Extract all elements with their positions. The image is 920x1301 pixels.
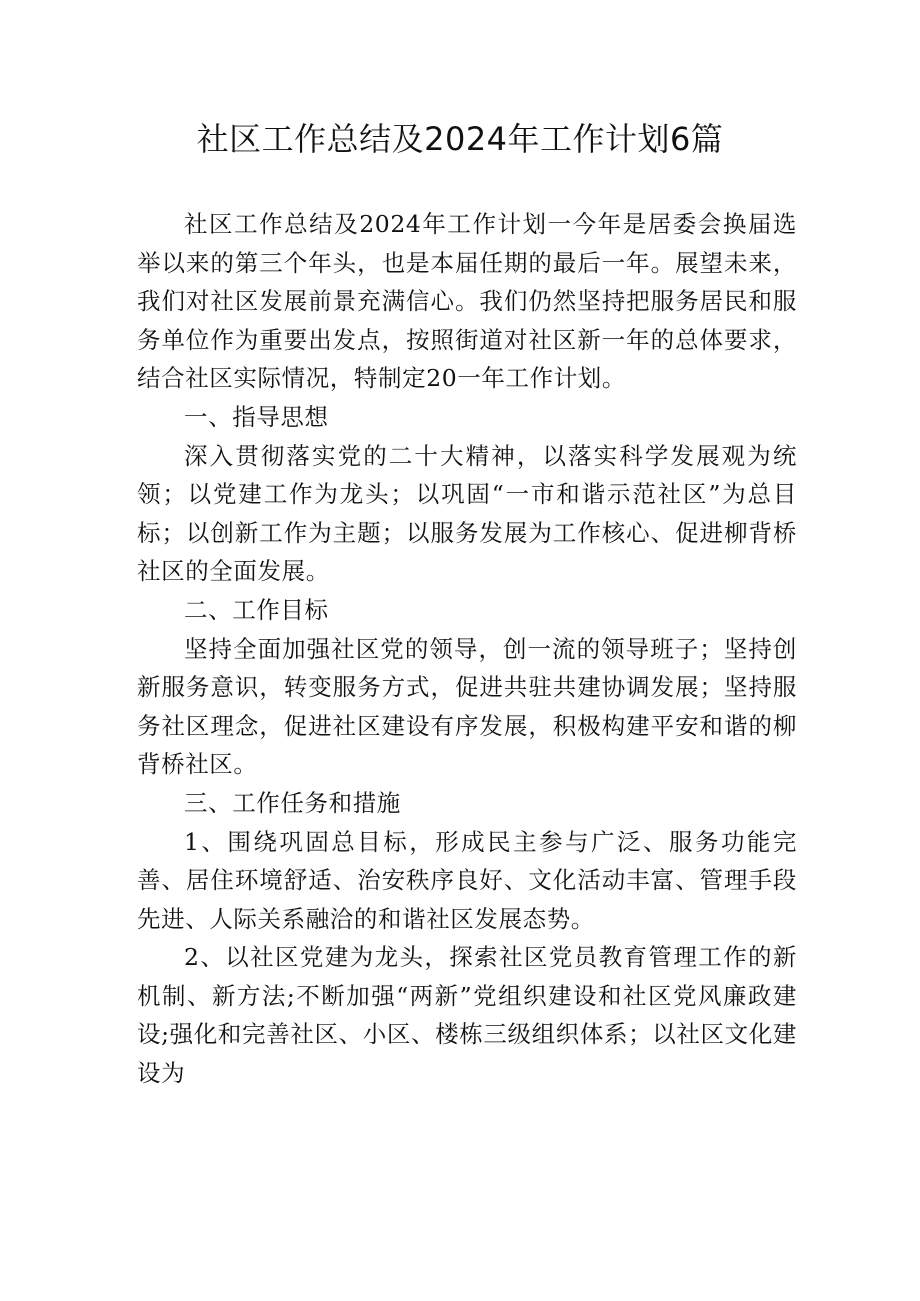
- guiding-ideology-paragraph: 深入贯彻落实党的二十大精神，以落实科学发展观为统领；以党建工作为龙头；以巩固“一市和谐示范社区”为总目标；以创新工作为主题；以服务发展为工作核心、促进柳背桥社区的全面发展。: [137, 441, 797, 586]
- document-title: 社区工作总结及2024年工作计划6篇: [196, 120, 724, 158]
- task-item-2: 2、以社区党建为龙头，探索社区党员教育管理工作的新机制、新方法;不断加强“两新”党组织建设和社区党风廉政建设;强化和完善社区、小区、楼栋三级组织体系；以社区文化建设为: [137, 943, 797, 1088]
- work-goals-paragraph: 坚持全面加强社区党的领导，创一流的领导班子；坚持创新服务意识，转变服务方式，促进共驻共建协调发展；坚持服务社区理念，促进社区建设有序发展，积极构建平安和谐的柳背桥社区。: [137, 634, 797, 779]
- task-item-1: 1、围绕巩固总目标，形成民主参与广泛、服务功能完善、居住环境舒适、治安秩序良好、文化活动丰富、管理手段先进、人际关系融洽的和谐社区发展态势。: [137, 827, 797, 933]
- document-body: [137, 205, 797, 1093]
- section-heading-work-goals: 二、工作目标: [184, 595, 329, 624]
- intro-paragraph: 社区工作总结及2024年工作计划一今年是居委会换届选举以来的第三个年头，也是本届任期的最后一年。展望未来，我们对社区发展前景充满信心。我们仍然坚持把服务居民和服务单位作为重要出发点，按照街道对社区新一年的总体要求，结合社区实际情况，特制定20一年工作计划。: [137, 210, 797, 393]
- section-heading-guiding-ideology: 一、指导思想: [184, 402, 329, 431]
- section-heading-tasks-measures: 三、工作任务和措施: [184, 788, 401, 817]
